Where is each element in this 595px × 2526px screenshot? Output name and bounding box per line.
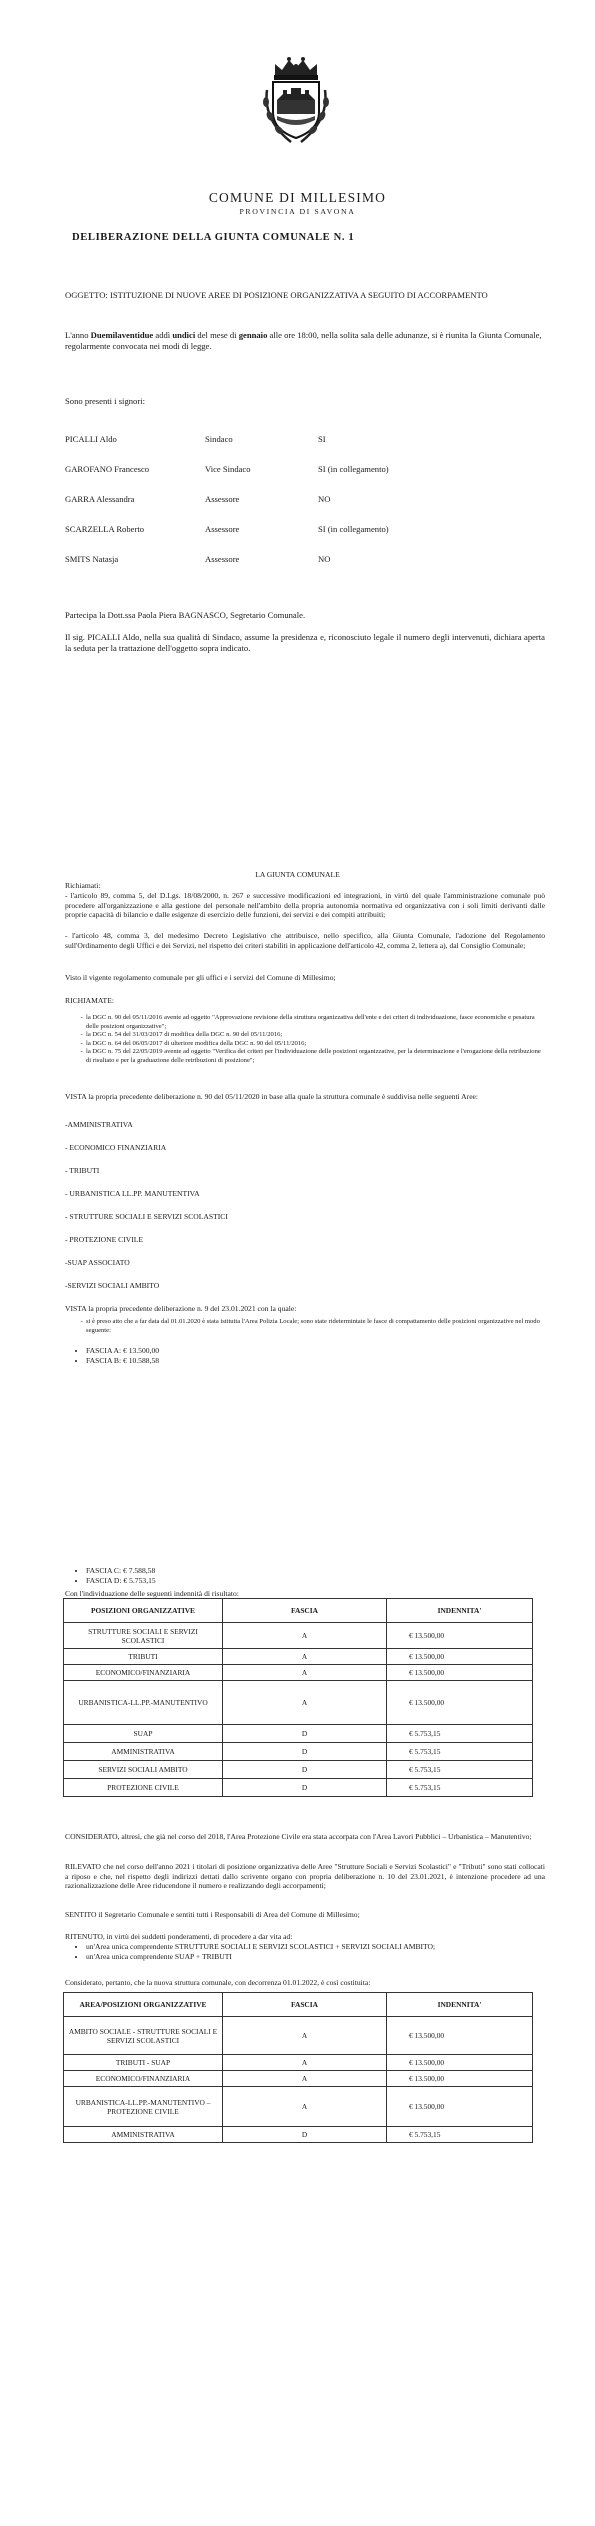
table-cell: € 5.753,15 bbox=[387, 1779, 533, 1797]
oggetto-text: OGGETTO: ISTITUZIONE DI NUOVE AREE DI POSIZIONE ORGANIZZATIVA A SEGUITO DI ACCORPAMENTO bbox=[65, 290, 488, 300]
table-cell: TRIBUTI - SUAP bbox=[64, 2055, 223, 2071]
intro-mese: gennaio bbox=[238, 330, 268, 340]
preso-atto-item: - si è preso atto che a far data dal 01.01.2020 è stata istituita l'Area Polizia Locale; sono state ridetermintate le fasce di compattamento delle posizioni organizzative nel modo seguente: bbox=[86, 1318, 542, 1335]
table-row bbox=[64, 1649, 533, 1665]
table-header: INDENNITA' bbox=[387, 1599, 533, 1623]
attendee-role: Assessore bbox=[205, 524, 240, 534]
table-cell: URBANISTICA-LL.PP.-MANUTENTIVO bbox=[64, 1681, 223, 1725]
ritenuto-item: • un'Area unica comprendente SUAP + TRIBUTI bbox=[86, 1952, 542, 1962]
area-item: - PROTEZIONE CIVILE bbox=[65, 1235, 144, 1244]
considerato2-text: Considerato, pertanto, che la nuova struttura comunale, con decorrenza 01.01.2022, è così costituita: bbox=[65, 1978, 371, 1987]
table-cell: ECONOMICO/FINANZIARIA bbox=[64, 2071, 223, 2087]
attendee-status: SI (in collegamento) bbox=[318, 524, 389, 534]
new-structure-table bbox=[63, 1992, 533, 2143]
dgc-item: - la DGC n. 90 del 05/11/2016 avente ad oggetto "Approvazione revisione della struttura organizzativa dell'ente e dei criteri di individuazione, fasce economiche e pesatura delle posizioni organizzative"; bbox=[86, 1014, 542, 1031]
ritenuto-list bbox=[72, 1942, 542, 1961]
table-cell: SERVIZI SOCIALI AMBITO bbox=[64, 1761, 223, 1779]
table-cell: AMMINISTRATIVA bbox=[64, 1743, 223, 1761]
table-cell: € 5.753,15 bbox=[387, 2127, 533, 2143]
table-cell: ECONOMICO/FINANZIARIA bbox=[64, 1665, 223, 1681]
table-cell: STRUTTURE SOCIALI E SERVIZI SCOLASTICI bbox=[64, 1623, 223, 1649]
table-cell: SUAP bbox=[64, 1725, 223, 1743]
dgc-item: - la DGC n. 54 del 31/03/2017 di modifica della DGC n. 90 del 05/11/2016; bbox=[86, 1031, 542, 1040]
table-header-row bbox=[64, 1993, 533, 2017]
table-cell: € 13.500,00 bbox=[387, 2055, 533, 2071]
table-row bbox=[64, 2055, 533, 2071]
dgc-item: - la DGC n. 64 del 06/05/2017 di ulteriore modifica della DGC n. 90 del 05/11/2016; bbox=[86, 1040, 542, 1049]
richiamati-label: Richiamati: bbox=[65, 881, 101, 890]
table-row bbox=[64, 1623, 533, 1649]
table-cell: € 13.500,00 bbox=[387, 2017, 533, 2055]
area-item: -SUAP ASSOCIATO bbox=[65, 1258, 130, 1267]
table-cell: € 13.500,00 bbox=[387, 2071, 533, 2087]
attendee-role: Assessore bbox=[205, 494, 240, 504]
table-cell: € 13.500,00 bbox=[387, 1649, 533, 1665]
table-cell: D bbox=[223, 1779, 387, 1797]
richiamati-item: - l'articolo 89, comma 5, del D.Lgs. 18/08/2000, n. 267 e successive modificazioni ed integrazioni, in virtù del quale l'amministrazione comunale può procedere all'organizzazione e alla gestione del personale nell'ambito della propria autonomia normativa ed organizzativa con i soli limiti derivanti dalle proprie capacità di bilancio e dalle esigenze di esercizio delle funzioni, dei servizi e dei compiti attribuiti; bbox=[65, 891, 545, 920]
area-item: - URBANISTICA LL.PP. MANUTENTIVA bbox=[65, 1189, 200, 1198]
ritenuto-text: RITENUTO, in virtù dei suddetti ponderamenti, di procedere a dar vita ad: bbox=[65, 1932, 293, 1941]
table-cell: TRIBUTI bbox=[64, 1649, 223, 1665]
table-row bbox=[64, 1743, 533, 1761]
table-cell: € 13.500,00 bbox=[387, 1681, 533, 1725]
table-header: POSIZIONI ORGANIZZATIVE bbox=[64, 1599, 223, 1623]
table-cell: € 5.753,15 bbox=[387, 1761, 533, 1779]
fasce-list bbox=[72, 1566, 156, 1585]
table-row bbox=[64, 2087, 533, 2127]
fascia-item: • FASCIA D: € 5.753,15 bbox=[86, 1576, 156, 1586]
table-cell: AMMINISTRATIVA bbox=[64, 2127, 223, 2143]
considerato-text: CONSIDERATO, altresì, che già nel corso del 2018, l'Area Protezione Civile era stata accorpata con l'Area Lavori Pubblici – Urbanistica – Manutentivo; bbox=[65, 1832, 532, 1841]
table-cell: A bbox=[223, 2017, 387, 2055]
richiamate-label: RICHIAMATE: bbox=[65, 996, 114, 1005]
table-row bbox=[64, 1665, 533, 1681]
rilevato-text: RILEVATO che nel corso dell'anno 2021 i titolari di posizione organizzativa delle Aree "Strutture Sociali e Servizi Scolastici" e "Tributi" sono stati collocati a riposo e che, nel rispetto degli indirizzi dettati dallo scrivente organo con propria deliberazione n. 10 del 23.01.2021, è intenzione procedere ad una razionalizzazione delle Aree riducendone il numero e realizzando degli accorpamenti; bbox=[65, 1862, 545, 1891]
attendee-status: SI bbox=[318, 434, 326, 444]
comune-name: COMUNE DI MILLESIMO bbox=[208, 190, 387, 205]
table-cell: € 5.753,15 bbox=[387, 1743, 533, 1761]
table-row bbox=[64, 2017, 533, 2055]
table-header: INDENNITA' bbox=[387, 1993, 533, 2017]
table-header: FASCIA bbox=[223, 1599, 387, 1623]
attendee-name: GAROFANO Francesco bbox=[65, 464, 150, 474]
table-header: AREA/POSIZIONI ORGANIZZATIVE bbox=[64, 1993, 223, 2017]
table-header: FASCIA bbox=[223, 1993, 387, 2017]
area-item: -SERVIZI SOCIALI AMBITO bbox=[65, 1281, 160, 1290]
table-cell: A bbox=[223, 2071, 387, 2087]
attendee-name: PICALLI Aldo bbox=[65, 434, 117, 444]
visto-text: Visto il vigente regolamento comunale per gli uffici e i servizi del Comune di Millesimo; bbox=[65, 973, 336, 982]
attendee-name: SMITS Natasja bbox=[65, 554, 119, 564]
table-row bbox=[64, 1725, 533, 1743]
table-cell: D bbox=[223, 1761, 387, 1779]
fascia-item: • FASCIA A: € 13.500,00 bbox=[86, 1346, 159, 1356]
intro-p3: del mese di bbox=[197, 330, 237, 340]
sentito-text: SENTITO il Segretario Comunale e sentiti tutti i Responsabili di Area del Comune di Millesimo; bbox=[65, 1910, 360, 1919]
fascia-item: • FASCIA C: € 7.588,58 bbox=[86, 1566, 156, 1576]
dgc-list bbox=[72, 1014, 542, 1065]
deliberazione-title: DELIBERAZIONE DELLA GIUNTA COMUNALE N. 1 bbox=[72, 232, 355, 243]
giunta-title: LA GIUNTA COMUNALE bbox=[255, 870, 340, 879]
coat-of-arms-crest bbox=[261, 50, 331, 146]
segretario-text: Partecipa la Dott.ssa Paola Piera BAGNASCO, Segretario Comunale. bbox=[65, 610, 306, 620]
attendee-status: NO bbox=[318, 554, 331, 564]
table-row bbox=[64, 2127, 533, 2143]
dgc-item: - la DGC n. 75 del 22/05/2019 avente ad oggetto "Verifica dei criteri per l'individuazione delle posizioni organizzative, per la determinazione e l'erogazione della retribuzione di risultato e per la graduazione delle retribuzioni di posizione"; bbox=[86, 1048, 542, 1065]
fasce-list bbox=[72, 1346, 159, 1365]
table-cell: € 5.753,15 bbox=[387, 1725, 533, 1743]
table-cell: D bbox=[223, 1743, 387, 1761]
intro-paragraph bbox=[65, 330, 545, 351]
table-cell: € 13.500,00 bbox=[387, 2087, 533, 2127]
attendee-role: Sindaco bbox=[205, 434, 233, 444]
table-row bbox=[64, 1779, 533, 1797]
area-item: - ECONOMICO FINANZIARIA bbox=[65, 1143, 167, 1152]
table-cell: D bbox=[223, 1725, 387, 1743]
table-header-row bbox=[64, 1599, 533, 1623]
sindaco-text: Il sig. PICALLI Aldo, nella sua qualità di Sindaco, assume la presidenza e, riconosciuto legale il numero degli intervenuti, dichiara aperta la seduta per la trattazione dell'oggetto sopra indicato. bbox=[65, 632, 545, 653]
attendee-status: NO bbox=[318, 494, 331, 504]
intro-giorno: undici bbox=[172, 330, 196, 340]
attendee-name: GARRA Alessandra bbox=[65, 494, 135, 504]
intro-p1: L'anno bbox=[65, 330, 89, 340]
attendee-status: SI (in collegamento) bbox=[318, 464, 389, 474]
intro-anno: Duemilaventidue bbox=[90, 330, 154, 340]
indennita-label: Con l'individuazione delle seguenti indennità di risultato: bbox=[65, 1589, 239, 1598]
attendee-role: Assessore bbox=[205, 554, 240, 564]
attendee-role: Vice Sindaco bbox=[205, 464, 251, 474]
table-cell: A bbox=[223, 1623, 387, 1649]
presenti-label: Sono presenti i signori: bbox=[65, 396, 145, 406]
table-cell: A bbox=[223, 2087, 387, 2127]
vista-text: VISTA la propria precedente deliberazione n. 9 del 23.01.2021 con la quale: bbox=[65, 1304, 297, 1313]
table-cell: € 13.500,00 bbox=[387, 1623, 533, 1649]
table-cell: AMBITO SOCIALE - STRUTTURE SOCIALI E SERVIZI SCOLASTICI bbox=[64, 2017, 223, 2055]
table-cell: A bbox=[223, 2055, 387, 2071]
table-cell: URBANISTICA-LL.PP.-MANUTENTIVO – PROTEZIONE CIVILE bbox=[64, 2087, 223, 2127]
table-cell: D bbox=[223, 2127, 387, 2143]
intro-p4: alle ore 18:00, nella solita sala delle adunanze, si è riunita la Giunta Comunale, regolarmente convocata nei modi di legge. bbox=[65, 330, 542, 351]
ritenuto-item: • un'Area unica comprendente STRUTTURE SOCIALI E SERVIZI SCOLASTICI + SERVIZI SOCIALI AMBITO; bbox=[86, 1942, 542, 1952]
intro-p2: addì bbox=[155, 330, 171, 340]
area-item: - STRUTTURE SOCIALI E SERVIZI SCOLASTICI bbox=[65, 1212, 228, 1221]
indennita-table bbox=[63, 1598, 533, 1797]
table-cell: € 13.500,00 bbox=[387, 1665, 533, 1681]
richiamati-item: - l'articolo 48, comma 3, del medesimo Decreto Legislativo che attribuisce, nello specifico, alla Giunta Comunale, l'adozione del Regolamento sull'Ordinamento degli Uffici e dei Servizi, nel rispetto dei criteri stabiliti in applicazione dell'articolo 42, comma 2, lettera a), dal Consiglio Comunale; bbox=[65, 931, 545, 950]
table-cell: A bbox=[223, 1681, 387, 1725]
area-item: - TRIBUTI bbox=[65, 1166, 100, 1175]
table-row bbox=[64, 2071, 533, 2087]
fascia-item: • FASCIA B: € 10.588,58 bbox=[86, 1356, 159, 1366]
vista-text: VISTA la propria precedente deliberazione n. 90 del 05/11/2020 in base alla quale la struttura comunale è suddivisa nelle seguenti Aree: bbox=[65, 1092, 479, 1101]
table-row bbox=[64, 1681, 533, 1725]
table-cell: A bbox=[223, 1665, 387, 1681]
preso-atto-list bbox=[72, 1318, 542, 1335]
area-item: -AMMINISTRATIVA bbox=[65, 1120, 133, 1129]
table-row bbox=[64, 1761, 533, 1779]
attendee-name: SCARZELLA Roberto bbox=[65, 524, 145, 534]
provincia-name: PROVINCIA DI SAVONA bbox=[239, 207, 356, 216]
table-cell: PROTEZIONE CIVILE bbox=[64, 1779, 223, 1797]
table-cell: A bbox=[223, 1649, 387, 1665]
